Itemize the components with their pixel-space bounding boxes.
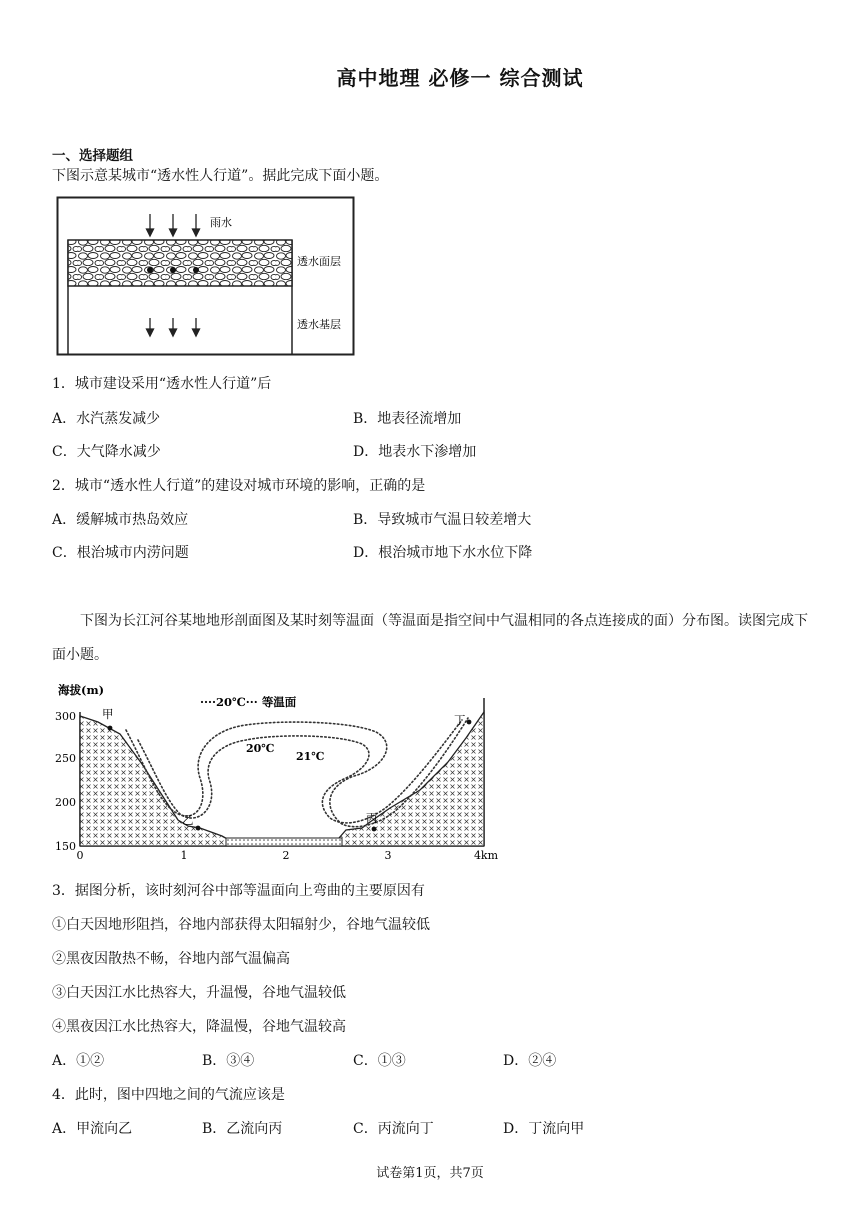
question-2-option-d[interactable]: D．根治城市地下水水位下降 xyxy=(353,545,533,561)
isotherm-label-21: 21℃ xyxy=(296,750,325,763)
point-yi-label: 乙 xyxy=(182,813,194,827)
point-jia-marker xyxy=(108,726,113,731)
x-tick-4km: 4km xyxy=(473,849,499,862)
point-ding-label: 丁 xyxy=(454,713,466,727)
valley-profile-figure xyxy=(50,678,500,863)
page-footer: 试卷第1页，共7页 xyxy=(376,1166,484,1181)
question-3-statement-4: ④黑夜因江水比热容大，降温慢，谷地气温较高 xyxy=(52,1019,346,1035)
top-layer-label: 透水面层 xyxy=(297,255,341,268)
y-tick-250: 250 xyxy=(55,752,76,765)
question-3-option-a[interactable]: A．①② xyxy=(52,1053,105,1069)
permeable-pavement-figure xyxy=(56,196,356,356)
page-title: 高中地理 必修一 综合测试 xyxy=(336,66,584,90)
point-bing-label: 丙 xyxy=(366,811,378,825)
rain-label: 雨水 xyxy=(210,216,232,229)
point-ding-marker xyxy=(467,720,472,725)
x-tick-0: 0 xyxy=(76,849,84,862)
point-yi-marker xyxy=(196,826,201,831)
section-heading: 一、选择题组 xyxy=(52,148,133,164)
question-4-option-a[interactable]: A．甲流向乙 xyxy=(52,1121,133,1137)
question-3-option-b[interactable]: B．③④ xyxy=(202,1053,255,1069)
x-tick-3: 3 xyxy=(384,849,392,862)
point-jia-label: 甲 xyxy=(102,707,114,721)
x-tick-2: 2 xyxy=(282,849,290,862)
terrain-right-slope xyxy=(332,712,484,846)
question-2-option-c[interactable]: C．根治城市内涝问题 xyxy=(52,545,189,561)
isotherm-label-20: 20℃ xyxy=(246,742,275,755)
question-4-option-c[interactable]: C．丙流向丁 xyxy=(353,1121,434,1137)
x-tick-1: 1 xyxy=(180,849,188,862)
question-3-statement-3: ③白天因江水比热容大，升温慢，谷地气温较低 xyxy=(52,985,346,1001)
question-1-option-a[interactable]: A．水汽蒸发减少 xyxy=(52,411,161,427)
y-axis-title: 海拔(m) xyxy=(58,683,105,697)
question-2-option-b[interactable]: B．导致城市气温日较差增大 xyxy=(353,512,532,528)
y-tick-200: 200 xyxy=(55,796,76,809)
question-3-option-c[interactable]: C．①③ xyxy=(353,1053,406,1069)
y-tick-300: 300 xyxy=(55,710,76,723)
question-1-option-c[interactable]: C．大气降水减少 xyxy=(52,444,161,460)
question-2-stem: 2．城市“透水性人行道”的建设对城市环境的影响，正确的是 xyxy=(52,478,426,494)
intro-text-2: 下图为长江河谷某地地形剖面图及某时刻等温面（等温面是指空间中气温相同的各点连接成的面）分布图。读图完成下面小题。 xyxy=(52,613,808,663)
question-4-option-b[interactable]: B．乙流向丙 xyxy=(202,1121,283,1137)
question-4-stem: 4．此时，图中四地之间的气流应该是 xyxy=(52,1087,285,1103)
question-3-statement-1: ①白天因地形阻挡，谷地内部获得太阳辐射少，谷地气温较低 xyxy=(52,917,430,933)
question-3-option-d[interactable]: D．②④ xyxy=(503,1053,557,1069)
base-layer-label: 透水基层 xyxy=(297,318,341,331)
question-3-stem: 3．据图分析，该时刻河谷中部等温面向上弯曲的主要原因有 xyxy=(52,883,425,899)
legend: ····20℃··· 等温面 xyxy=(200,695,297,709)
question-1-option-d[interactable]: D．地表水下渗增加 xyxy=(353,444,477,460)
point-bing-marker xyxy=(372,827,377,832)
question-2-option-a[interactable]: A．缓解城市热岛效应 xyxy=(52,512,189,528)
question-1-stem: 1．城市建设采用“透水性人行道”后 xyxy=(52,376,272,392)
y-tick-150: 150 xyxy=(55,840,76,853)
river-channel xyxy=(226,838,342,846)
question-4-option-d[interactable]: D．丁流向甲 xyxy=(503,1121,585,1137)
question-3-statement-2: ②黑夜因散热不畅，谷地内部气温偏高 xyxy=(52,951,290,967)
question-1-option-b[interactable]: B．地表径流增加 xyxy=(353,411,462,427)
intro-text-1: 下图示意某城市“透水性人行道”。据此完成下面小题。 xyxy=(52,168,389,184)
